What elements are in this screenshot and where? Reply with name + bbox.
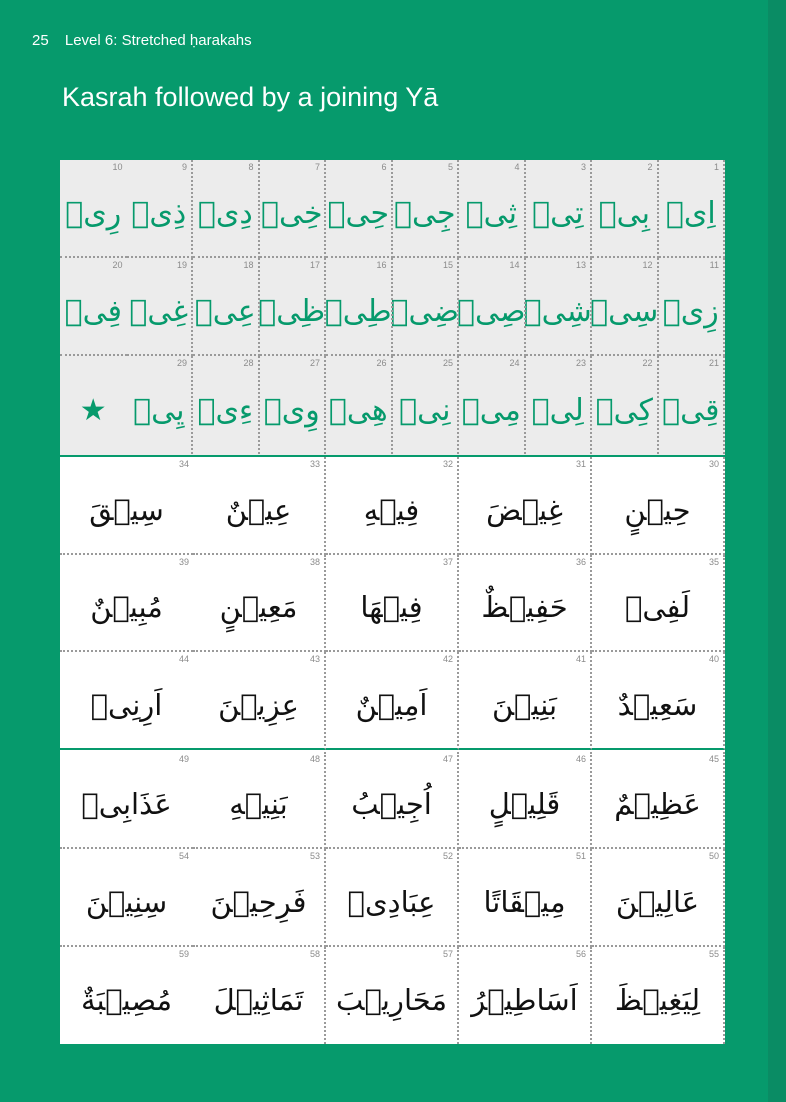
cell-number: 18 bbox=[243, 260, 254, 270]
letter-cell bbox=[260, 356, 327, 454]
cell-number: 13 bbox=[575, 260, 586, 270]
word-cell bbox=[459, 849, 592, 947]
word-cell bbox=[193, 752, 326, 850]
arabic-word: فِیۡهِ bbox=[363, 492, 420, 527]
letter-cell bbox=[193, 356, 260, 454]
word-cell bbox=[326, 457, 459, 555]
word-cell bbox=[193, 849, 326, 947]
letter-cell bbox=[393, 160, 460, 258]
level-title: Level 6: Stretched ḥarakahs bbox=[64, 32, 252, 49]
arabic-word: اُجِیۡبُ bbox=[351, 787, 432, 822]
cell-number: 1 bbox=[713, 162, 719, 172]
cell-number: 14 bbox=[509, 260, 520, 270]
arabic-word: عَظِیۡمٌ bbox=[614, 787, 701, 822]
arabic-word: لِیَغِیۡظَ bbox=[614, 983, 701, 1018]
cell-number: 4 bbox=[514, 162, 520, 172]
letter-cell bbox=[127, 160, 194, 258]
arabic-word: عِزِیۡنَ bbox=[218, 687, 299, 722]
word-cell bbox=[592, 652, 725, 750]
letter-cell bbox=[193, 258, 260, 356]
word-cell bbox=[326, 947, 459, 1045]
arabic-word: قَلِیۡلٍ bbox=[488, 787, 561, 822]
running-header bbox=[32, 32, 252, 49]
arabic-word: سِنِیۡنَ bbox=[85, 884, 168, 919]
letter-cell bbox=[127, 356, 194, 454]
cell-number: 31 bbox=[575, 459, 586, 469]
letters-section bbox=[60, 160, 725, 457]
page-edge-strip bbox=[768, 0, 786, 1102]
cell-number: 9 bbox=[181, 162, 187, 172]
arabic-word: مُبِیۡنٌ bbox=[90, 590, 163, 625]
arabic-syllable: تِیٖ bbox=[532, 195, 584, 231]
arabic-word: مُصِیۡبَةٌ bbox=[80, 983, 173, 1018]
cell-number: 47 bbox=[442, 753, 453, 764]
star-icon: ★ bbox=[79, 392, 107, 428]
cell-number: 7 bbox=[314, 162, 320, 172]
arabic-word: عَالِیۡنَ bbox=[615, 884, 700, 919]
arabic-syllable: ذِیٖ bbox=[131, 195, 187, 231]
word-cell bbox=[60, 849, 193, 947]
arabic-syllable: صِیٖ bbox=[457, 293, 526, 329]
arabic-word: مَحَارِیۡبَ bbox=[335, 983, 448, 1018]
arabic-syllable: عِیٖ bbox=[194, 293, 256, 329]
arabic-syllable: هِیٖ bbox=[328, 392, 388, 428]
letter-cell bbox=[659, 356, 726, 454]
word-cell bbox=[326, 849, 459, 947]
arabic-word: غِیۡضَ bbox=[486, 492, 563, 527]
cell-number: 58 bbox=[309, 948, 320, 959]
arabic-syllable: سِیٖ bbox=[590, 293, 659, 329]
arabic-syllable: حِیٖ bbox=[327, 195, 390, 231]
cell-number: 34 bbox=[178, 459, 189, 469]
arabic-word: عَذَابِیٖ bbox=[81, 787, 172, 822]
letter-cell bbox=[60, 258, 127, 356]
arabic-word: بَنِیۡنَ bbox=[491, 687, 558, 722]
cell-number: 26 bbox=[376, 358, 387, 368]
cell-number: 41 bbox=[575, 654, 586, 664]
arabic-word: فِیۡهَا bbox=[360, 590, 423, 625]
arabic-syllable: مِیٖ bbox=[461, 392, 521, 428]
cell-number: 43 bbox=[309, 654, 320, 664]
arabic-syllable: رِیٖ bbox=[65, 195, 122, 231]
arabic-word: فَرِحِیۡنَ bbox=[210, 884, 307, 919]
word-cell bbox=[60, 947, 193, 1045]
cell-number: 15 bbox=[442, 260, 453, 270]
cell-number: 37 bbox=[442, 556, 453, 567]
arabic-word: لَفِیٖ bbox=[624, 590, 691, 625]
arabic-word: سِیۡقَ bbox=[89, 492, 164, 527]
cell-number: 33 bbox=[309, 459, 320, 469]
arabic-syllable: فِیٖ bbox=[64, 293, 122, 329]
arabic-syllable: ثِیٖ bbox=[465, 195, 517, 231]
cell-number: 25 bbox=[442, 358, 453, 368]
cell-number: 52 bbox=[442, 851, 453, 861]
cell-number: 28 bbox=[243, 358, 254, 368]
cell-number: 51 bbox=[575, 851, 586, 861]
arabic-word: حِیۡنٍ bbox=[624, 492, 691, 527]
cell-number: 55 bbox=[708, 948, 719, 959]
arabic-syllable: بِیٖ bbox=[598, 195, 650, 231]
arabic-syllable: نِیٖ bbox=[399, 392, 451, 428]
letter-cell bbox=[60, 160, 127, 258]
cell-number: 36 bbox=[575, 556, 586, 567]
cell-number: 40 bbox=[708, 654, 719, 664]
letter-cell bbox=[260, 258, 327, 356]
arabic-word: اَمِیۡنٌ bbox=[355, 687, 428, 722]
cell-number: 56 bbox=[575, 948, 586, 959]
cell-number: 46 bbox=[575, 753, 586, 764]
cell-number: 30 bbox=[708, 459, 719, 469]
arabic-word: مَعِیۡنٍ bbox=[219, 590, 298, 625]
word-cell bbox=[326, 555, 459, 653]
arabic-syllable: یِیٖ bbox=[133, 392, 185, 428]
arabic-syllable: غِیٖ bbox=[129, 293, 189, 329]
cell-number: 57 bbox=[442, 948, 453, 959]
letter-cell bbox=[659, 258, 726, 356]
letter-cell bbox=[592, 258, 659, 356]
word-cell bbox=[60, 752, 193, 850]
word-cell bbox=[592, 947, 725, 1045]
word-cell bbox=[326, 752, 459, 850]
cell-number: 16 bbox=[376, 260, 387, 270]
arabic-word: حَفِیۡظٌ bbox=[481, 590, 568, 625]
word-cell bbox=[60, 457, 193, 555]
letter-cell bbox=[127, 258, 194, 356]
arabic-syllable: زِیٖ bbox=[662, 293, 719, 329]
cell-number: 53 bbox=[309, 851, 320, 861]
arabic-syllable: قِیٖ bbox=[662, 392, 720, 428]
cell-number: 21 bbox=[708, 358, 719, 368]
letter-cell bbox=[260, 160, 327, 258]
arabic-word: تَمَاثِیۡلَ bbox=[213, 983, 304, 1018]
arabic-syllable: وِیٖ bbox=[263, 392, 320, 428]
word-cell bbox=[592, 555, 725, 653]
cell-number: 27 bbox=[309, 358, 320, 368]
arabic-word: اَسَاطِیۡرُ bbox=[471, 983, 578, 1018]
arabic-syllable: دِیٖ bbox=[197, 195, 253, 231]
arabic-word: سَعِیۡدٌ bbox=[617, 687, 698, 722]
cell-number: 39 bbox=[178, 556, 189, 567]
arabic-syllable: ءِیٖ bbox=[197, 392, 254, 428]
word-cell bbox=[459, 652, 592, 750]
letter-cell bbox=[390, 258, 460, 356]
word-cell bbox=[60, 555, 193, 653]
word-cell bbox=[592, 457, 725, 555]
cell-number: 11 bbox=[709, 260, 719, 270]
arabic-syllable: لِیٖ bbox=[531, 392, 584, 428]
letter-cell bbox=[459, 258, 526, 356]
cell-number: 32 bbox=[442, 459, 453, 469]
word-cell bbox=[193, 652, 326, 750]
cell-number: 42 bbox=[442, 654, 453, 664]
cell-number: 19 bbox=[176, 260, 187, 270]
lesson-title: Kasrah followed by a joining Yā bbox=[62, 82, 439, 112]
cell-number: 29 bbox=[176, 358, 187, 368]
arabic-syllable: کِیٖ bbox=[595, 392, 653, 428]
word-cell bbox=[459, 947, 592, 1045]
letter-cell bbox=[60, 356, 127, 454]
arabic-syllable: ضِیٖ bbox=[390, 293, 459, 329]
letter-cell bbox=[393, 356, 460, 454]
letter-cell bbox=[592, 356, 659, 454]
word-cell bbox=[60, 652, 193, 750]
cell-number: 45 bbox=[708, 753, 719, 764]
arabic-syllable: جِیٖ bbox=[393, 195, 456, 231]
letter-cell bbox=[592, 160, 659, 258]
word-cell bbox=[326, 652, 459, 750]
word-cell bbox=[459, 457, 592, 555]
cell-number: 12 bbox=[642, 260, 653, 270]
page-number: 25 bbox=[32, 32, 49, 49]
letter-cell bbox=[193, 160, 260, 258]
cell-number: 23 bbox=[575, 358, 586, 368]
letter-cell bbox=[659, 160, 726, 258]
letter-cell bbox=[526, 356, 593, 454]
word-cell bbox=[459, 555, 592, 653]
word-cell bbox=[592, 752, 725, 850]
arabic-syllable: ظِیٖ bbox=[258, 293, 326, 329]
word-cell bbox=[193, 457, 326, 555]
arabic-syllable: خِیٖ bbox=[260, 195, 323, 231]
arabic-word: عِبَادِیٖ bbox=[347, 884, 436, 919]
cell-number: 35 bbox=[708, 556, 719, 567]
arabic-syllable: طِیٖ bbox=[324, 293, 392, 329]
cell-number: 59 bbox=[178, 948, 189, 959]
cell-number: 20 bbox=[112, 260, 123, 270]
cell-number: 5 bbox=[447, 162, 453, 172]
arabic-word: اَرِنِیٖ bbox=[90, 687, 163, 722]
cell-number: 54 bbox=[178, 851, 189, 861]
cell-number: 44 bbox=[178, 654, 189, 664]
practice-grid bbox=[60, 160, 725, 1040]
word-cell bbox=[193, 947, 326, 1045]
word-cell bbox=[193, 555, 326, 653]
letter-cell bbox=[459, 160, 526, 258]
cell-number: 38 bbox=[309, 556, 320, 567]
cell-number: 50 bbox=[708, 851, 719, 861]
arabic-syllable: شِیٖ bbox=[523, 293, 592, 329]
letter-cell bbox=[526, 160, 593, 258]
cell-number: 17 bbox=[309, 260, 320, 270]
cell-number: 22 bbox=[642, 358, 653, 368]
letter-cell bbox=[459, 356, 526, 454]
letter-cell bbox=[326, 258, 393, 356]
cell-number: 3 bbox=[580, 162, 586, 172]
cell-number: 24 bbox=[509, 358, 520, 368]
letter-cell bbox=[326, 356, 393, 454]
arabic-word: عِیۡنٌ bbox=[225, 492, 292, 527]
cell-number: 49 bbox=[178, 753, 189, 764]
arabic-word: مِیۡقَاتًا bbox=[483, 884, 566, 919]
arabic-word: بَنِیۡهِ bbox=[229, 787, 288, 822]
letter-cell bbox=[523, 258, 593, 356]
word-cell bbox=[592, 849, 725, 947]
arabic-syllable: اِیٖ bbox=[665, 195, 716, 231]
cell-number: 6 bbox=[381, 162, 387, 172]
cell-number: 48 bbox=[309, 753, 320, 764]
word-cell bbox=[459, 752, 592, 850]
letter-cell bbox=[326, 160, 393, 258]
cell-number: 8 bbox=[248, 162, 254, 172]
cell-number: 10 bbox=[112, 162, 123, 172]
cell-number: 2 bbox=[647, 162, 653, 172]
